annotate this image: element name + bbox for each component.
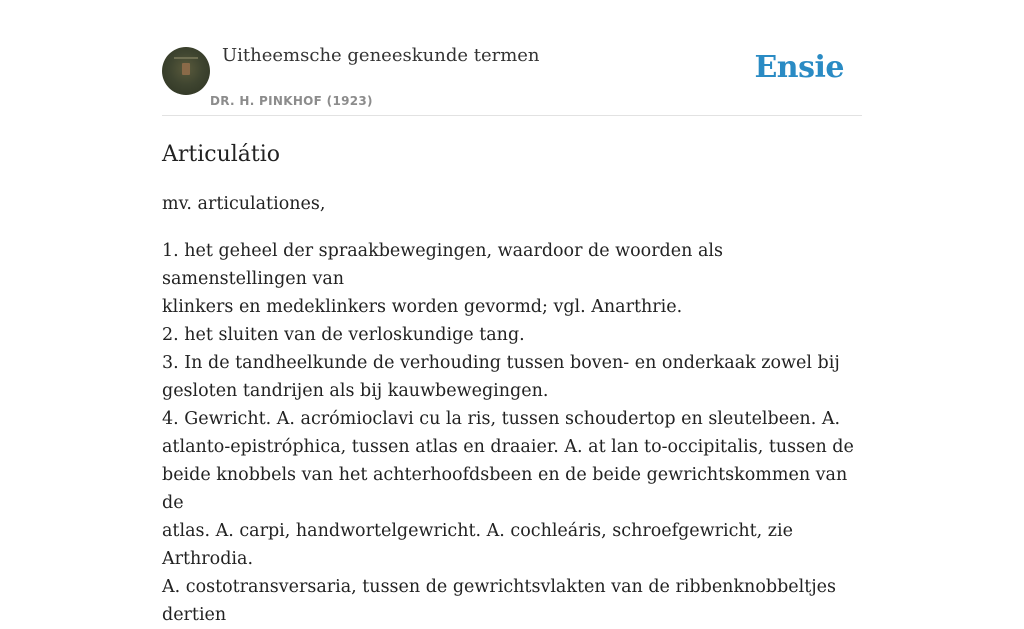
definition-line: beide knobbels van het achterhoofdsbeen en de beide gewrichtskommen van de [162, 465, 848, 513]
definition-line: 1. het geheel der spraakbewegingen, waardoor de woorden als samenstellingen van [162, 241, 723, 289]
definition-line: 2. het sluiten van de verloskundige tang. [162, 325, 525, 345]
book-header [162, 0, 862, 116]
definition-line: klinkers en medeklinkers worden gevormd; vgl. Anarthrie. [162, 297, 683, 317]
book-title[interactable]: Uitheemsche geneeskunde termen [222, 45, 540, 66]
definition-line: atlas. A. carpi, handwortelgewricht. A. cochleáris, schroefgewricht, zie Arthrodia. [162, 521, 793, 569]
entry-definition [162, 237, 872, 629]
book-cover-icon[interactable] [162, 47, 210, 95]
entry-term: Articulátio [162, 142, 281, 167]
cover-label [182, 63, 190, 75]
definition-line: atlanto-epistróphica, tussen atlas en draaier. A. at lan to-occipitalis, tussen de [162, 437, 854, 457]
definition-line: 3. In de tandheelkunde de verhouding tussen boven- en onderkaak zowel bij [162, 353, 840, 373]
definition-line: A. costotransversaria, tussen de gewrichtsvlakten van de ribbenknobbeltjes dertien [162, 577, 837, 625]
cover-band [174, 57, 198, 59]
entry-content [162, 138, 872, 629]
book-author: DR. H. PINKHOF (1923) [210, 94, 373, 108]
entry-plural: mv. articulationes, [162, 194, 326, 214]
definition-line: gesloten tandrijen als bij kauwbewegingen. [162, 381, 549, 401]
definition-line: 4. Gewricht. A. acrómioclavi cu la ris, tussen schoudertop en sleutelbeen. A. [162, 409, 841, 429]
ensie-logo-link[interactable]: Ensie [754, 50, 844, 85]
